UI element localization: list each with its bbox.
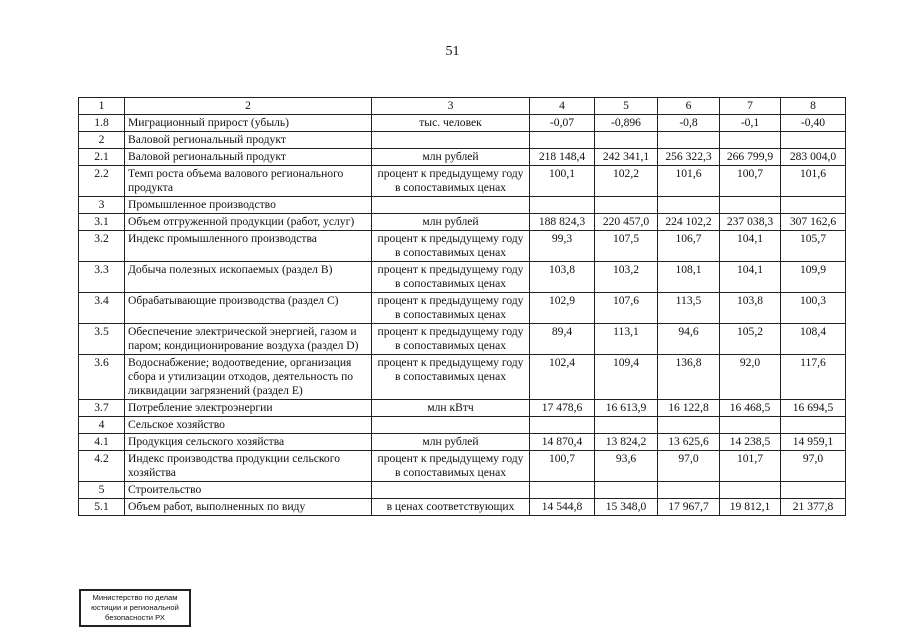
header-cell: 6: [658, 98, 720, 115]
value-cell: [595, 417, 658, 434]
row-number-cell: 3.4: [79, 293, 125, 324]
indicator-name-cell: Водоснабжение; водоотведение, организация сбора и утилизации отходов, деятельность по ликвидации загрязнений (раздел E): [125, 355, 372, 400]
value-cell: [781, 197, 846, 214]
value-cell: 103,2: [595, 262, 658, 293]
value-cell: 105,2: [720, 324, 781, 355]
indicator-name-cell: Валовой региональный продукт: [125, 132, 372, 149]
value-cell: 89,4: [530, 324, 595, 355]
table-row: [79, 293, 846, 324]
unit-cell: млн кВтч: [372, 400, 530, 417]
unit-cell: [372, 482, 530, 499]
value-cell: -0,07: [530, 115, 595, 132]
header-cell: 3: [372, 98, 530, 115]
value-cell: 107,6: [595, 293, 658, 324]
row-number-cell: 3.2: [79, 231, 125, 262]
value-cell: 19 812,1: [720, 499, 781, 516]
value-cell: 13 824,2: [595, 434, 658, 451]
value-cell: 14 959,1: [781, 434, 846, 451]
unit-cell: тыс. человек: [372, 115, 530, 132]
value-cell: 109,4: [595, 355, 658, 400]
row-number-cell: 4.1: [79, 434, 125, 451]
row-number-cell: 3.7: [79, 400, 125, 417]
row-number-cell: 3.6: [79, 355, 125, 400]
value-cell: 256 322,3: [658, 149, 720, 166]
row-number-cell: 2.2: [79, 166, 125, 197]
unit-cell: процент к предыдущему году в сопоставимых ценах: [372, 231, 530, 262]
value-cell: -0,40: [781, 115, 846, 132]
value-cell: -0,1: [720, 115, 781, 132]
row-number-cell: 2: [79, 132, 125, 149]
indicator-name-cell: Добыча полезных ископаемых (раздел B): [125, 262, 372, 293]
table-row: [79, 434, 846, 451]
value-cell: 237 038,3: [720, 214, 781, 231]
value-cell: 136,8: [658, 355, 720, 400]
unit-cell: млн рублей: [372, 434, 530, 451]
value-cell: [781, 132, 846, 149]
value-cell: 266 799,9: [720, 149, 781, 166]
value-cell: [530, 417, 595, 434]
value-cell: 100,7: [720, 166, 781, 197]
indicator-name-cell: Обрабатывающие производства (раздел C): [125, 293, 372, 324]
header-cell: 1: [79, 98, 125, 115]
value-cell: [530, 132, 595, 149]
value-cell: 188 824,3: [530, 214, 595, 231]
table-row: [79, 499, 846, 516]
unit-cell: процент к предыдущему году в сопоставимых ценах: [372, 355, 530, 400]
value-cell: 16 613,9: [595, 400, 658, 417]
value-cell: 92,0: [720, 355, 781, 400]
value-cell: 103,8: [720, 293, 781, 324]
value-cell: 99,3: [530, 231, 595, 262]
value-cell: [658, 482, 720, 499]
indicator-name-cell: Потребление электроэнергии: [125, 400, 372, 417]
value-cell: 93,6: [595, 451, 658, 482]
header-cell: 4: [530, 98, 595, 115]
indicator-name-cell: Сельское хозяйство: [125, 417, 372, 434]
value-cell: 220 457,0: [595, 214, 658, 231]
value-cell: -0,896: [595, 115, 658, 132]
row-number-cell: 1.8: [79, 115, 125, 132]
table-row: [79, 231, 846, 262]
header-row: [79, 98, 846, 115]
value-cell: 218 148,4: [530, 149, 595, 166]
stamp-line: безопасности РХ: [105, 613, 165, 622]
value-cell: 242 341,1: [595, 149, 658, 166]
unit-cell: [372, 197, 530, 214]
table-row: [79, 132, 846, 149]
row-number-cell: 5.1: [79, 499, 125, 516]
value-cell: 108,1: [658, 262, 720, 293]
row-number-cell: 5: [79, 482, 125, 499]
value-cell: 113,1: [595, 324, 658, 355]
value-cell: 100,7: [530, 451, 595, 482]
row-number-cell: 3.1: [79, 214, 125, 231]
row-number-cell: 3.5: [79, 324, 125, 355]
indicator-name-cell: Промышленное производство: [125, 197, 372, 214]
value-cell: 103,8: [530, 262, 595, 293]
value-cell: 17 967,7: [658, 499, 720, 516]
unit-cell: в ценах соответствующих: [372, 499, 530, 516]
value-cell: [781, 482, 846, 499]
indicator-name-cell: Объем работ, выполненных по виду: [125, 499, 372, 516]
table-row: [79, 324, 846, 355]
ministry-stamp: [79, 589, 191, 627]
value-cell: 16 122,8: [658, 400, 720, 417]
value-cell: -0,8: [658, 115, 720, 132]
value-cell: [595, 132, 658, 149]
unit-cell: [372, 417, 530, 434]
row-number-cell: 3.3: [79, 262, 125, 293]
value-cell: [720, 132, 781, 149]
table-row: [79, 214, 846, 231]
table-row: [79, 262, 846, 293]
value-cell: 97,0: [781, 451, 846, 482]
header-cell: 7: [720, 98, 781, 115]
indicator-name-cell: Обеспечение электрической энергией, газом и паром; кондиционирование воздуха (раздел D): [125, 324, 372, 355]
value-cell: [595, 482, 658, 499]
value-cell: 104,1: [720, 231, 781, 262]
table-row: [79, 417, 846, 434]
unit-cell: млн рублей: [372, 214, 530, 231]
value-cell: [658, 132, 720, 149]
value-cell: 104,1: [720, 262, 781, 293]
value-cell: 97,0: [658, 451, 720, 482]
value-cell: 15 348,0: [595, 499, 658, 516]
value-cell: 107,5: [595, 231, 658, 262]
unit-cell: млн рублей: [372, 149, 530, 166]
value-cell: 16 694,5: [781, 400, 846, 417]
header-cell: 8: [781, 98, 846, 115]
stamp-line: Министерство по делам: [92, 593, 178, 602]
value-cell: 17 478,6: [530, 400, 595, 417]
unit-cell: процент к предыдущему году в сопоставимых ценах: [372, 262, 530, 293]
value-cell: [658, 417, 720, 434]
value-cell: 105,7: [781, 231, 846, 262]
unit-cell: процент к предыдущему году в сопоставимых ценах: [372, 324, 530, 355]
indicator-name-cell: Валовой региональный продукт: [125, 149, 372, 166]
indicator-name-cell: Продукция сельского хозяйства: [125, 434, 372, 451]
value-cell: 14 870,4: [530, 434, 595, 451]
indicator-name-cell: Объем отгруженной продукции (работ, услуг): [125, 214, 372, 231]
value-cell: 117,6: [781, 355, 846, 400]
table-row: [79, 400, 846, 417]
indicator-name-cell: Индекс промышленного производства: [125, 231, 372, 262]
table-row: [79, 149, 846, 166]
stamp-line: юстиции и региональной: [91, 603, 179, 612]
unit-cell: [372, 132, 530, 149]
value-cell: 14 544,8: [530, 499, 595, 516]
value-cell: [720, 417, 781, 434]
table-row: [79, 451, 846, 482]
value-cell: [658, 197, 720, 214]
value-cell: 102,9: [530, 293, 595, 324]
value-cell: 307 162,6: [781, 214, 846, 231]
value-cell: 106,7: [658, 231, 720, 262]
value-cell: [530, 197, 595, 214]
indicator-name-cell: Миграционный прирост (убыль): [125, 115, 372, 132]
value-cell: 101,6: [781, 166, 846, 197]
value-cell: 100,3: [781, 293, 846, 324]
row-number-cell: 2.1: [79, 149, 125, 166]
row-number-cell: 3: [79, 197, 125, 214]
page-number: 51: [445, 44, 460, 59]
value-cell: [720, 482, 781, 499]
value-cell: 101,6: [658, 166, 720, 197]
value-cell: 14 238,5: [720, 434, 781, 451]
value-cell: 94,6: [658, 324, 720, 355]
table-row: [79, 355, 846, 400]
value-cell: 101,7: [720, 451, 781, 482]
value-cell: 102,4: [530, 355, 595, 400]
value-cell: 102,2: [595, 166, 658, 197]
value-cell: 108,4: [781, 324, 846, 355]
value-cell: [781, 417, 846, 434]
unit-cell: процент к предыдущему году в сопоставимых ценах: [372, 166, 530, 197]
unit-cell: процент к предыдущему году в сопоставимых ценах: [372, 451, 530, 482]
indicator-name-cell: Индекс производства продукции сельского хозяйства: [125, 451, 372, 482]
header-cell: 5: [595, 98, 658, 115]
table-row: [79, 482, 846, 499]
value-cell: 16 468,5: [720, 400, 781, 417]
unit-cell: процент к предыдущему году в сопоставимых ценах: [372, 293, 530, 324]
value-cell: 113,5: [658, 293, 720, 324]
data-table: [78, 97, 846, 516]
table-row: [79, 115, 846, 132]
row-number-cell: 4: [79, 417, 125, 434]
value-cell: [595, 197, 658, 214]
value-cell: 109,9: [781, 262, 846, 293]
value-cell: [720, 197, 781, 214]
table-row: [79, 197, 846, 214]
value-cell: [530, 482, 595, 499]
indicator-name-cell: Строительство: [125, 482, 372, 499]
row-number-cell: 4.2: [79, 451, 125, 482]
value-cell: 224 102,2: [658, 214, 720, 231]
table-row: [79, 166, 846, 197]
header-cell: 2: [125, 98, 372, 115]
indicator-name-cell: Темп роста объема валового регионального продукта: [125, 166, 372, 197]
value-cell: 21 377,8: [781, 499, 846, 516]
value-cell: 283 004,0: [781, 149, 846, 166]
value-cell: 100,1: [530, 166, 595, 197]
value-cell: 13 625,6: [658, 434, 720, 451]
